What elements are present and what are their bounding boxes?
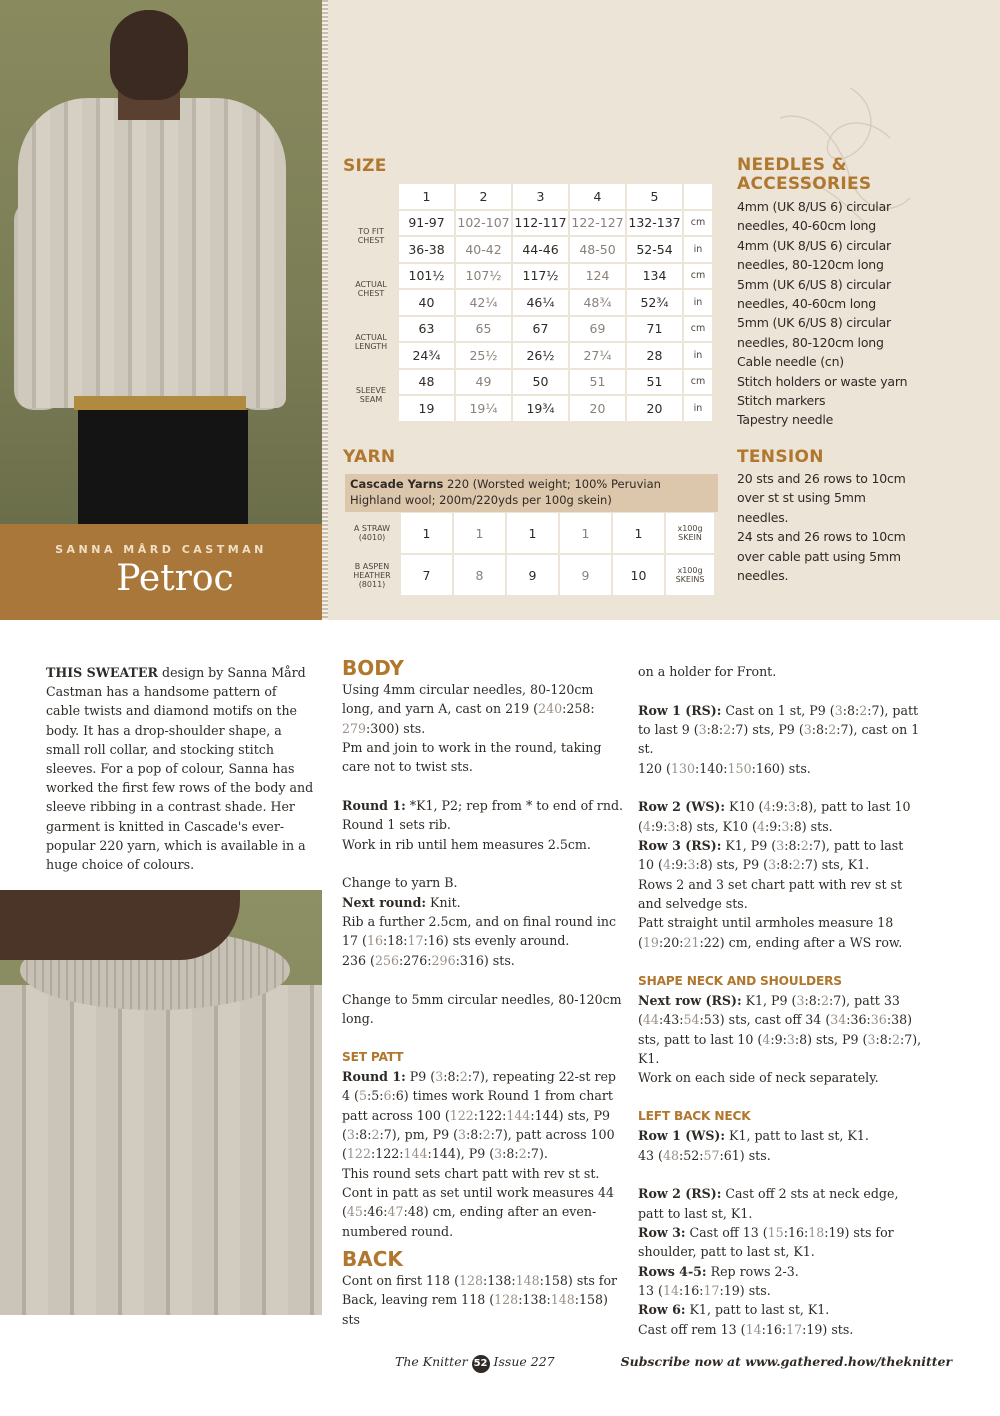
needle-line: needles, 40-60cm long <box>737 296 876 312</box>
page-footer <box>395 1354 955 1373</box>
size-header-cell: 5 <box>627 184 682 209</box>
needle-line: 4mm (UK 8/US 6) circular <box>737 237 891 253</box>
size-cell: 117½ <box>513 264 568 289</box>
size-cell: 25½ <box>456 343 511 368</box>
needle-line: Tapestry needle <box>737 412 834 428</box>
size-cell: 112-117 <box>513 211 568 236</box>
yarn-cell: 9 <box>560 555 611 595</box>
size-header-cell: 4 <box>570 184 625 209</box>
yarn-cell: 1 <box>507 513 558 553</box>
row-label: ACTUAL LENGTH <box>354 333 388 351</box>
needle-line: needles, 80-120cm long <box>737 334 884 350</box>
sweater-front-photo <box>0 890 322 1315</box>
size-cell: 65 <box>456 317 511 342</box>
tension-line: over cable patt using 5mm <box>737 548 901 564</box>
row-label: TO FIT CHEST <box>357 227 385 245</box>
needle-line: needles, 80-120cm long <box>737 257 884 273</box>
yarn-cell: 8 <box>454 555 505 595</box>
needle-line: 5mm (UK 6/US 8) circular <box>737 315 891 331</box>
yarn-heading: YARN <box>343 447 396 467</box>
size-cell: 48-50 <box>570 237 625 262</box>
designer-name: SANNA MÅRD CASTMAN <box>55 543 267 556</box>
yarn-cell: 9 <box>507 555 558 595</box>
unit-cell: cm <box>684 211 712 236</box>
unit-cell: in <box>684 237 712 262</box>
back-heading: BACK <box>342 1246 403 1271</box>
size-cell: 52-54 <box>627 237 682 262</box>
size-cell: 19 <box>399 396 454 421</box>
tension-line: 20 sts and 26 rows to 10cm <box>737 471 906 486</box>
size-cell: 51 <box>570 370 625 395</box>
yarn-cell: 1 <box>401 513 452 553</box>
size-cell: 124 <box>570 264 625 289</box>
needle-line: Stitch markers <box>737 393 826 409</box>
yarn-cell: 10 <box>613 555 664 595</box>
tension-heading: TENSION <box>737 447 824 467</box>
back-instructions: on a holder for Front. Row 1 (RS): Cast on 1 st, P9 (3:8:2:7), patt to last 9 (3:8:2:7) sts, P9 (3:8:2:7), cast on 1 st. 120 (130:140:150:160) sts. Row 2 (WS): K10 (4:9:3:8), patt to last 10 (4:9:3:8) sts, K10 (4:9:3:8) sts. Row 3 (RS): K1, P9 (3:8:2:7), patt to last 10 (4:9:3:8) sts, P9 (3:8:2:7) sts, K1. Rows 2 and 3 set chart patt with rev st st and selvedge sts. Patt straight until armholes measure 18 (19:20:21:22) cm, ending after a WS row. SHAPE NECK AND SHOULDERS Next row (RS): K1, P9 (3:8:2:7), patt 33 (44:43:54:53) sts, cast off 34 (34:36:36:38) sts, patt to last 10 (4:9:3:8) sts, P9 (3:8:2:7), K1. Work on each side of neck separately. LEFT BACK NECK Row 1 (WS): K1, patt to last st, K1. 43 (48:52:57:61) sts. Row 2 (RS): Cast off 2 sts at neck edge, patt to last st, K1. Row 3: Cast off 13 (15:16:18:19) sts for shoulder, patt to last st, K1. Rows 4-5: Rep rows 2-3. 13 (14:16:17:19) sts. Row 6: K1, patt to last st, K1. Cast off rem 13 (14:16:17:19) sts. <box>638 664 922 1337</box>
yarn-table <box>343 511 716 597</box>
tension-text <box>737 469 937 585</box>
size-cell: 40-42 <box>456 237 511 262</box>
size-heading: SIZE <box>343 156 387 176</box>
unit-cell: in <box>684 396 712 421</box>
size-header-cell: 3 <box>513 184 568 209</box>
tension-line: over st st using 5mm <box>737 490 866 506</box>
page-number: 52 <box>472 1355 490 1373</box>
size-cell: 69 <box>570 317 625 342</box>
unit-cell: in <box>684 290 712 315</box>
left-back-neck-heading: LEFT BACK NECK <box>638 1108 751 1123</box>
size-table <box>343 182 714 423</box>
needle-line: Stitch holders or waste yarn <box>737 373 908 389</box>
size-cell: 44-46 <box>513 237 568 262</box>
size-header-cell: 1 <box>399 184 454 209</box>
row-label: SLEEVE SEAM <box>355 386 387 404</box>
needles-heading-line1: NEEDLES & <box>737 155 847 175</box>
size-cell: 19¾ <box>513 396 568 421</box>
size-cell: 71 <box>627 317 682 342</box>
size-cell: 24¾ <box>399 343 454 368</box>
yarn-cell: 7 <box>401 555 452 595</box>
size-cell: 101½ <box>399 264 454 289</box>
size-cell: 19¼ <box>456 396 511 421</box>
needles-list <box>737 197 937 430</box>
size-cell: 40 <box>399 290 454 315</box>
size-cell: 67 <box>513 317 568 342</box>
yarn-brand: Cascade Yarns <box>350 477 444 491</box>
subscribe-link[interactable]: Subscribe now at www.gathered.how/theknitter <box>620 1354 953 1369</box>
zip-divider <box>322 0 328 620</box>
intro-lead: THIS SWEATER <box>46 665 158 680</box>
size-cell: 28 <box>627 343 682 368</box>
needle-line: 5mm (UK 6/US 8) circular <box>737 276 891 292</box>
size-cell: 50 <box>513 370 568 395</box>
needles-heading-line2: ACCESSORIES <box>737 174 872 194</box>
size-cell: 20 <box>570 396 625 421</box>
size-cell: 102-107 <box>456 211 511 236</box>
yarn-label: A STRAW (4010) <box>353 524 391 542</box>
intro-text: design by Sanna Mård Castman has a handsome pattern of cable twists and diamond motifs on the body. It has a drop-shoulder shape, a small roll collar, and stocking stitch sleeves. For a pop of colour, Sanna has worked the first few rows of the body and sleeve ribbing in a contrast shade. Her garment is knitted in Cascade's ever-popular 220 yarn, which is available in a huge choice of colours. <box>46 665 314 873</box>
yarn-description <box>345 474 718 512</box>
row-label: ACTUAL CHEST <box>355 280 387 298</box>
body-heading: BODY <box>342 656 404 680</box>
tension-line: needles. <box>737 509 789 525</box>
unit-cell: cm <box>684 264 712 289</box>
issue-number: Issue 227 <box>493 1354 555 1369</box>
size-cell: 63 <box>399 317 454 342</box>
yarn-cell: 1 <box>560 513 611 553</box>
set-patt-heading: SET PATT <box>342 1049 404 1064</box>
size-cell: 48 <box>399 370 454 395</box>
yarn-unit: x100g SKEIN <box>666 513 714 553</box>
yarn-cell: 1 <box>454 513 505 553</box>
yarn-cell: 1 <box>613 513 664 553</box>
yarn-detail: 220 (Worsted weight; 100% Peruvian Highland wool; 200m/220yds per 100g skein) <box>350 477 661 507</box>
unit-cell: cm <box>684 370 712 395</box>
needle-line: needles, 40-60cm long <box>737 218 876 234</box>
size-cell: 36-38 <box>399 237 454 262</box>
size-cell: 134 <box>627 264 682 289</box>
size-cell: 122-127 <box>570 211 625 236</box>
tension-line: 24 sts and 26 rows to 10cm <box>737 529 906 545</box>
pattern-title: Petroc <box>116 558 234 599</box>
unit-cell: cm <box>684 317 712 342</box>
needles-heading <box>737 156 871 194</box>
sweater-back-photo <box>0 0 322 524</box>
size-cell: 107½ <box>456 264 511 289</box>
shape-neck-heading: SHAPE NECK AND SHOULDERS <box>638 973 842 988</box>
size-cell: 46¼ <box>513 290 568 315</box>
unit-cell: in <box>684 343 712 368</box>
size-cell: 52¾ <box>627 290 682 315</box>
size-cell: 48¾ <box>570 290 625 315</box>
size-cell: 132-137 <box>627 211 682 236</box>
size-cell: 49 <box>456 370 511 395</box>
body-instructions: BODY Using 4mm circular needles, 80-120cm long, and yarn A, cast on 219 (240:258: 279:300) sts. Pm and join to work in the round, taking care not to twist sts. Round 1: *K1, P2; rep from * to end of rnd. Round 1 sets rib. Work in rib until hem measures 2.5cm. Change to yarn B. Next round: Knit. Rib a further 2.5cm, and on final round inc 17 (16:18:17:16) sts evenly around. 236 (256:276:296:316) sts. Change to 5mm circular needles, 80-120cm long. SET PATT Round 1: P9 (3:8:2:7), repeating 22-st rep 4 (5:5:6:6) times work Round 1 from chart patt across 100 (122:122:144:144) sts, P9 (3:8:2:7), pm, P9 (3:8:2:7), patt across 100 (122:122:144:144), P9 (3:8:2:7). This round sets chart patt with rev st st. Cont in patt as set until work measures 44 (45:46:47:48) cm, ending after an even-numbered round. BACK Cont on first 118 (128:138:148:158) sts for Back, leaving rem 118 (128:138:148:158) sts <box>342 656 624 1327</box>
size-cell: 42¼ <box>456 290 511 315</box>
yarn-label: B ASPEN HEATHER (8011) <box>353 561 391 589</box>
needle-line: 4mm (UK 8/US 6) circular <box>737 199 891 214</box>
size-header-cell: 2 <box>456 184 511 209</box>
size-cell: 51 <box>627 370 682 395</box>
intro-paragraph <box>46 663 314 874</box>
size-cell: 91-97 <box>399 211 454 236</box>
size-cell: 26½ <box>513 343 568 368</box>
size-cell: 20 <box>627 396 682 421</box>
needle-line: Cable needle (cn) <box>737 354 844 370</box>
magazine-name: The Knitter <box>395 1354 468 1369</box>
yarn-unit: x100g SKEINS <box>666 555 714 595</box>
tension-line: needles. <box>737 568 789 584</box>
size-cell: 27¼ <box>570 343 625 368</box>
